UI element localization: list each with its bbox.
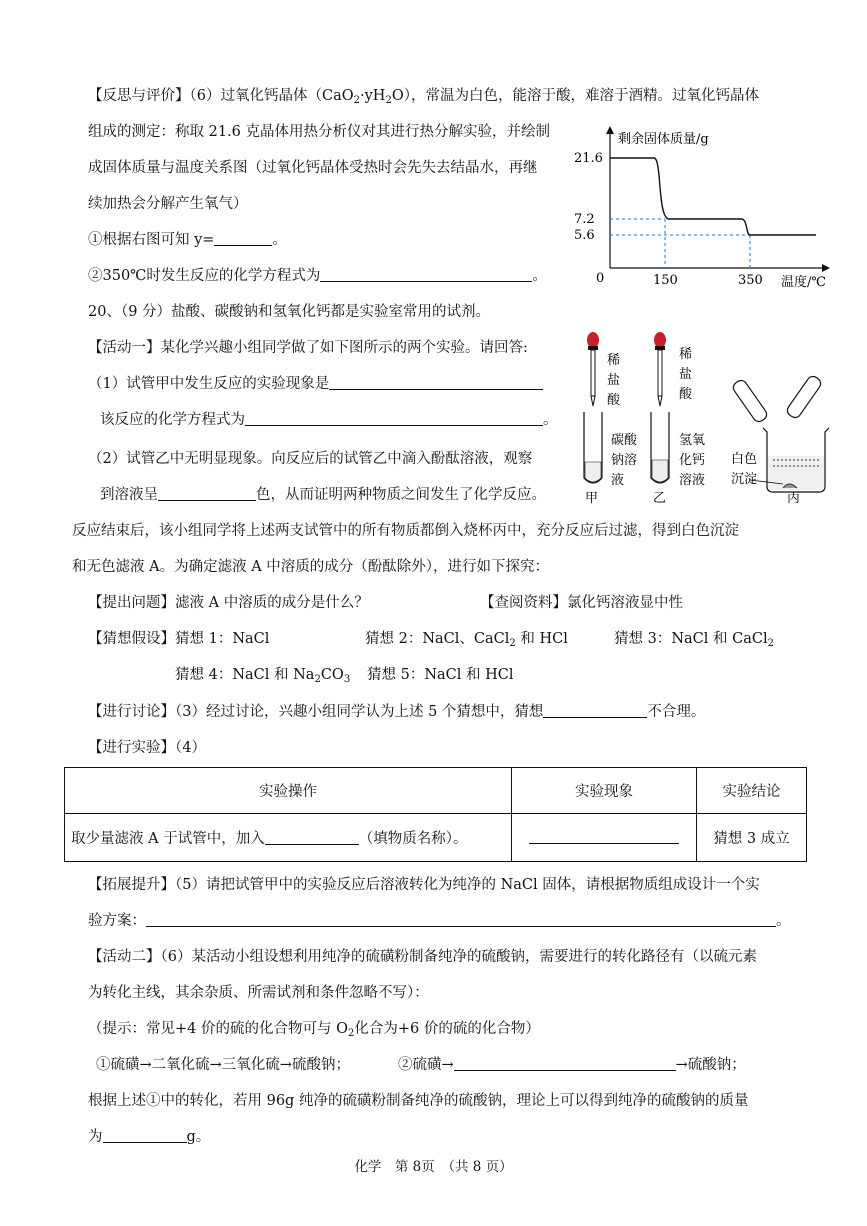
y-tick-label: 21.6	[574, 151, 603, 166]
pouring-tube-icon	[731, 374, 823, 424]
acid-label-a: 稀	[607, 353, 621, 368]
dropper-icon	[587, 332, 599, 406]
answer-blank[interactable]	[103, 1128, 187, 1143]
reflection-line-3: 成固体质量与温度关系图（过氧化钙晶体受热时会先失去结晶水，再继	[88, 160, 538, 176]
y-tick-label: 7.2	[574, 212, 595, 227]
question-equation: ②350℃时发生反应的化学方程式为 。	[88, 268, 547, 284]
acid-label-b3: 酸	[679, 387, 693, 402]
experiment-label: 【进行实验】（4）	[88, 740, 206, 756]
activity-one: 【活动一】某化学兴趣小组同学做了如下图所示的两个实验。请回答:	[88, 340, 528, 356]
y-tick-label: 5.6	[574, 228, 595, 243]
q20-intro: 20、（9 分）盐酸、碳酸钠和氢氧化钙都是实验室常用的试剂。	[88, 304, 491, 320]
caoh2-label-2: 化钙	[679, 453, 706, 468]
experiment-figure	[575, 326, 835, 506]
activity-two-1: 【活动二】（6）某活动小组设想利用纯净的硫磺粉制备纯净的硫酸钠，需要进行的转化路径有（以硫元素	[88, 949, 757, 965]
table-header: 实验结论	[697, 768, 807, 814]
beaker-bing-label: 丙	[787, 491, 801, 506]
na2co3-label: 碳酸	[611, 433, 638, 448]
reflection-line: 【反思与评价】（6）过氧化钙晶体$(CaO_2\cdot yH_2O)$，常温为白色，能溶于酸，难溶于酒精。过氧化钙晶体	[88, 88, 759, 106]
hypothesis-1: 【猜想假设】猜想 1：NaCl	[88, 631, 270, 647]
question-y: ①根据右图可知 y= 。	[88, 232, 287, 248]
x-tick-label: 150	[653, 273, 678, 288]
x-axis-label: 温度/℃	[781, 275, 826, 290]
tube-yi-label: 乙	[653, 491, 667, 506]
mass-temperature-chart	[570, 118, 840, 296]
answer-blank[interactable]	[320, 267, 532, 282]
hypothesis-4: 猜想 4：NaCl 和 $Na_2CO_3$	[175, 667, 351, 685]
answer-blank[interactable]	[245, 411, 543, 426]
data-series-line	[610, 158, 816, 235]
discussion: 【进行讨论】（3）经过讨论，兴趣小组同学认为上述 5 个猜想中，猜想 不合理。	[88, 704, 706, 720]
table-cell-operation: 取少量滤液 A 于试管中，加入 （填物质名称）。	[65, 814, 512, 862]
answer-blank[interactable]	[158, 486, 256, 501]
hint: （提示：常见+4 价的硫的化合物可与 $O_2$化合为+6 价的硫的化合物）	[88, 1021, 540, 1039]
hypothesis-2: 猜想 2：NaCl、CaCl$_2$ 和 HCl	[365, 631, 568, 649]
x-tick-label: 350	[738, 273, 763, 288]
path-one: ①硫磺→二氧化硫→三氧化硫→硫酸钠；	[96, 1057, 350, 1073]
acid-label-a3: 酸	[607, 393, 621, 408]
reflection-line-2: 组成的测定：称取 21.6 克晶体用热分析仪对其进行热分解实验，并绘制	[88, 124, 551, 140]
caoh2-label-3: 溶液	[679, 473, 706, 488]
dropper-icon	[654, 332, 666, 406]
answer-blank[interactable]	[329, 375, 543, 390]
table-cell-conclusion: 猜想 3 成立	[697, 814, 807, 862]
experiment-table	[64, 767, 807, 862]
after-reaction-1: 反应结束后，该小组同学将上述两支试管中的所有物质都倒入烧杯丙中，充分反应后过滤，得到白色沉淀	[72, 523, 739, 539]
table-header: 实验操作	[65, 768, 512, 814]
answer-blank[interactable]	[146, 912, 776, 927]
table-header: 实验现象	[512, 768, 697, 814]
beaker-icon	[750, 428, 829, 492]
extension-1: 【拓展提升】（5）请把试管甲中的实验反应后溶液转化为纯净的 NaCl 固体，请根据物质组成设计一个实	[88, 877, 760, 893]
extension-2: 验方案： 。	[88, 913, 791, 929]
answer-blank[interactable]	[214, 231, 272, 246]
calculation-2: 为 g。	[88, 1129, 211, 1145]
acid-label-a2: 盐	[607, 373, 621, 388]
path-two: ②硫磺→ →硫酸钠；	[398, 1057, 746, 1073]
caoh2-label: 氢氧	[679, 433, 706, 448]
hypothesis-3: 猜想 3：NaCl 和 CaCl$_2$	[614, 631, 774, 649]
origin-label: 0	[596, 271, 605, 286]
q20-1a: （1）试管甲中发生反应的实验现象是	[88, 374, 543, 394]
precipitate-label: 白色	[731, 452, 758, 467]
page-footer: 化学 第 8页 （共 8 页）	[354, 1159, 513, 1175]
reflection-line-4: 续加热会分解产生氧气）	[88, 196, 248, 212]
acid-label-b2: 盐	[679, 367, 693, 382]
calculation-1: 根据上述①中的转化，若用 96g 纯净的硫磺粉制备纯净的硫酸钠，理论上可以得到纯净的硫酸钠的质量	[88, 1093, 749, 1109]
activity-two-2: 为转化主线，其余杂质、所需试剂和条件忽略不写）：	[88, 985, 429, 1001]
y-axis-label: 剩余固体质量/g	[618, 132, 709, 147]
after-reaction-2: 和无色滤液 A。为确定滤液 A 中溶质的成分（酚酞除外），进行如下探究：	[72, 559, 550, 575]
raise-question: 【提出问题】滤液 A 中溶质的成分是什么？	[88, 595, 369, 611]
hypothesis-5: 猜想 5：NaCl 和 HCl	[367, 667, 514, 683]
reference-data: 【查阅资料】氯化钙溶液显中性	[480, 595, 683, 611]
na2co3-label-3: 液	[611, 473, 625, 488]
q20-2a: （2）试管乙中无明显现象。向反应后的试管乙中滴入酚酞溶液，观察	[88, 451, 533, 467]
answer-blank[interactable]	[543, 703, 647, 718]
answer-blank[interactable]	[454, 1056, 676, 1071]
tube-jia-label: 甲	[585, 491, 599, 506]
precipitate-label-2: 沉淀	[731, 472, 758, 487]
q20-1b: 该反应的化学方程式为 。	[100, 412, 558, 428]
answer-blank[interactable]	[265, 830, 359, 845]
answer-blank[interactable]	[529, 829, 679, 844]
table-cell-phenomenon	[512, 814, 697, 862]
acid-label-b: 稀	[679, 347, 693, 362]
q20-2b: 到溶液呈 色，从而证明两种物质之间发生了化学反应。	[100, 487, 546, 503]
na2co3-label-2: 钠溶	[611, 453, 638, 468]
